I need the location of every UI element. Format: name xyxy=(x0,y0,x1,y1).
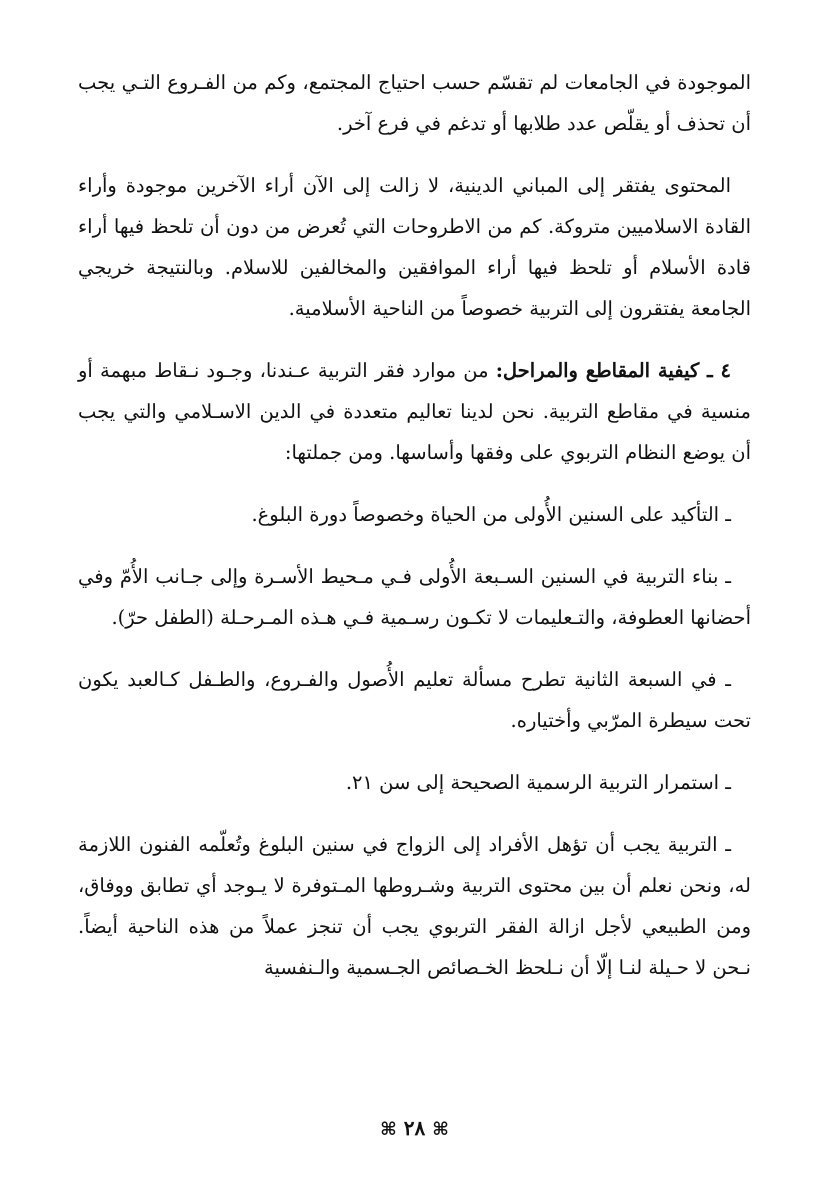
page-number: ٢٨ xyxy=(403,1116,426,1140)
list-item-5: ـ التربية يجب أن تؤهل الأفراد إلى الزواج في سنين البلوغ وتُعلّمه الفنون اللازمة له، ونحن نعلم أن بين محتوى التربية وشـروطها المـتوفرة لا يـوجد أي تطابق ووفاق، ومن الطبيعي لأجل ازالة الفقر التربوي يجب أن تنجز عملاً من هذه الناحية أيضاً. نـحن لا حـيلة لنـا إلّا أن نـلحظ الخـصائص الجـسمية والـنفسية xyxy=(78,833,751,979)
section-text: من موارد فقر التربية عـندنا، وجـود نـقاط مبهمة أو منسية في مقاطع التربية. نحن لدينا تعاليم متعددة في الدين الاسـلامي والتي يجب أن يوضع النظام التربوي على وفقها وأساسها. ومن جملتها: xyxy=(78,359,751,464)
page-footer xyxy=(0,1116,829,1140)
list-item-4: ـ استمرار التربية الرسمية الصحيحة إلى سن ٢١. xyxy=(345,771,731,794)
list-item-1: ـ التأكيد على السنين الأُولى من الحياة وخصوصاً دورة البلوغ. xyxy=(251,503,731,526)
ornament-icon: ⌘ xyxy=(380,1119,397,1140)
paragraph-1: الموجودة في الجامعات لم تقسّم حسب احتياج المجتمع، وكم من الفـروع التـي يجب أن تحذف أو يقلّص عدد طلابها أو تدغم في فرع آخر. xyxy=(78,71,751,135)
list-item-2: ـ بناء التربية في السنين السـبعة الأُولى فـي مـحيط الأسـرة وإلى جـانب الأُمّ وفي أحضانها العطوفة، والتـعليمات لا تكـون رسـمية فـي هـذه المـرحـلة (الطفل حرّ). xyxy=(78,565,751,629)
section-heading: ٤ ـ كيفية المقاطع والمراحل: xyxy=(495,359,732,382)
document-body xyxy=(78,62,751,1009)
list-item-3: ـ في السبعة الثانية تطرح مسألة تعليم الأُصول والفـروع، والطـفل كـالعبد يكون تحت سيطرة المرّبي وأختياره. xyxy=(78,668,751,732)
paragraph-3 xyxy=(78,350,751,473)
paragraph-2: المحتوى يفتقر إلى المباني الدينية، لا زالت إلى الآن أراء الآخرين موجودة وأراء القادة الاسلاميين متروكة. كم من الاطروحات التي تُعرض من دون أن تلحظ فيها أراء قادة الأسلام أو تلحظ فيها أراء الموافقين والمخالفين للاسلام. وبالنتيجة خريجي الجامعة يفتقرون إلى التربية خصوصاً من الناحية الأسلامية. xyxy=(78,174,751,320)
ornament-icon: ⌘ xyxy=(432,1119,449,1140)
